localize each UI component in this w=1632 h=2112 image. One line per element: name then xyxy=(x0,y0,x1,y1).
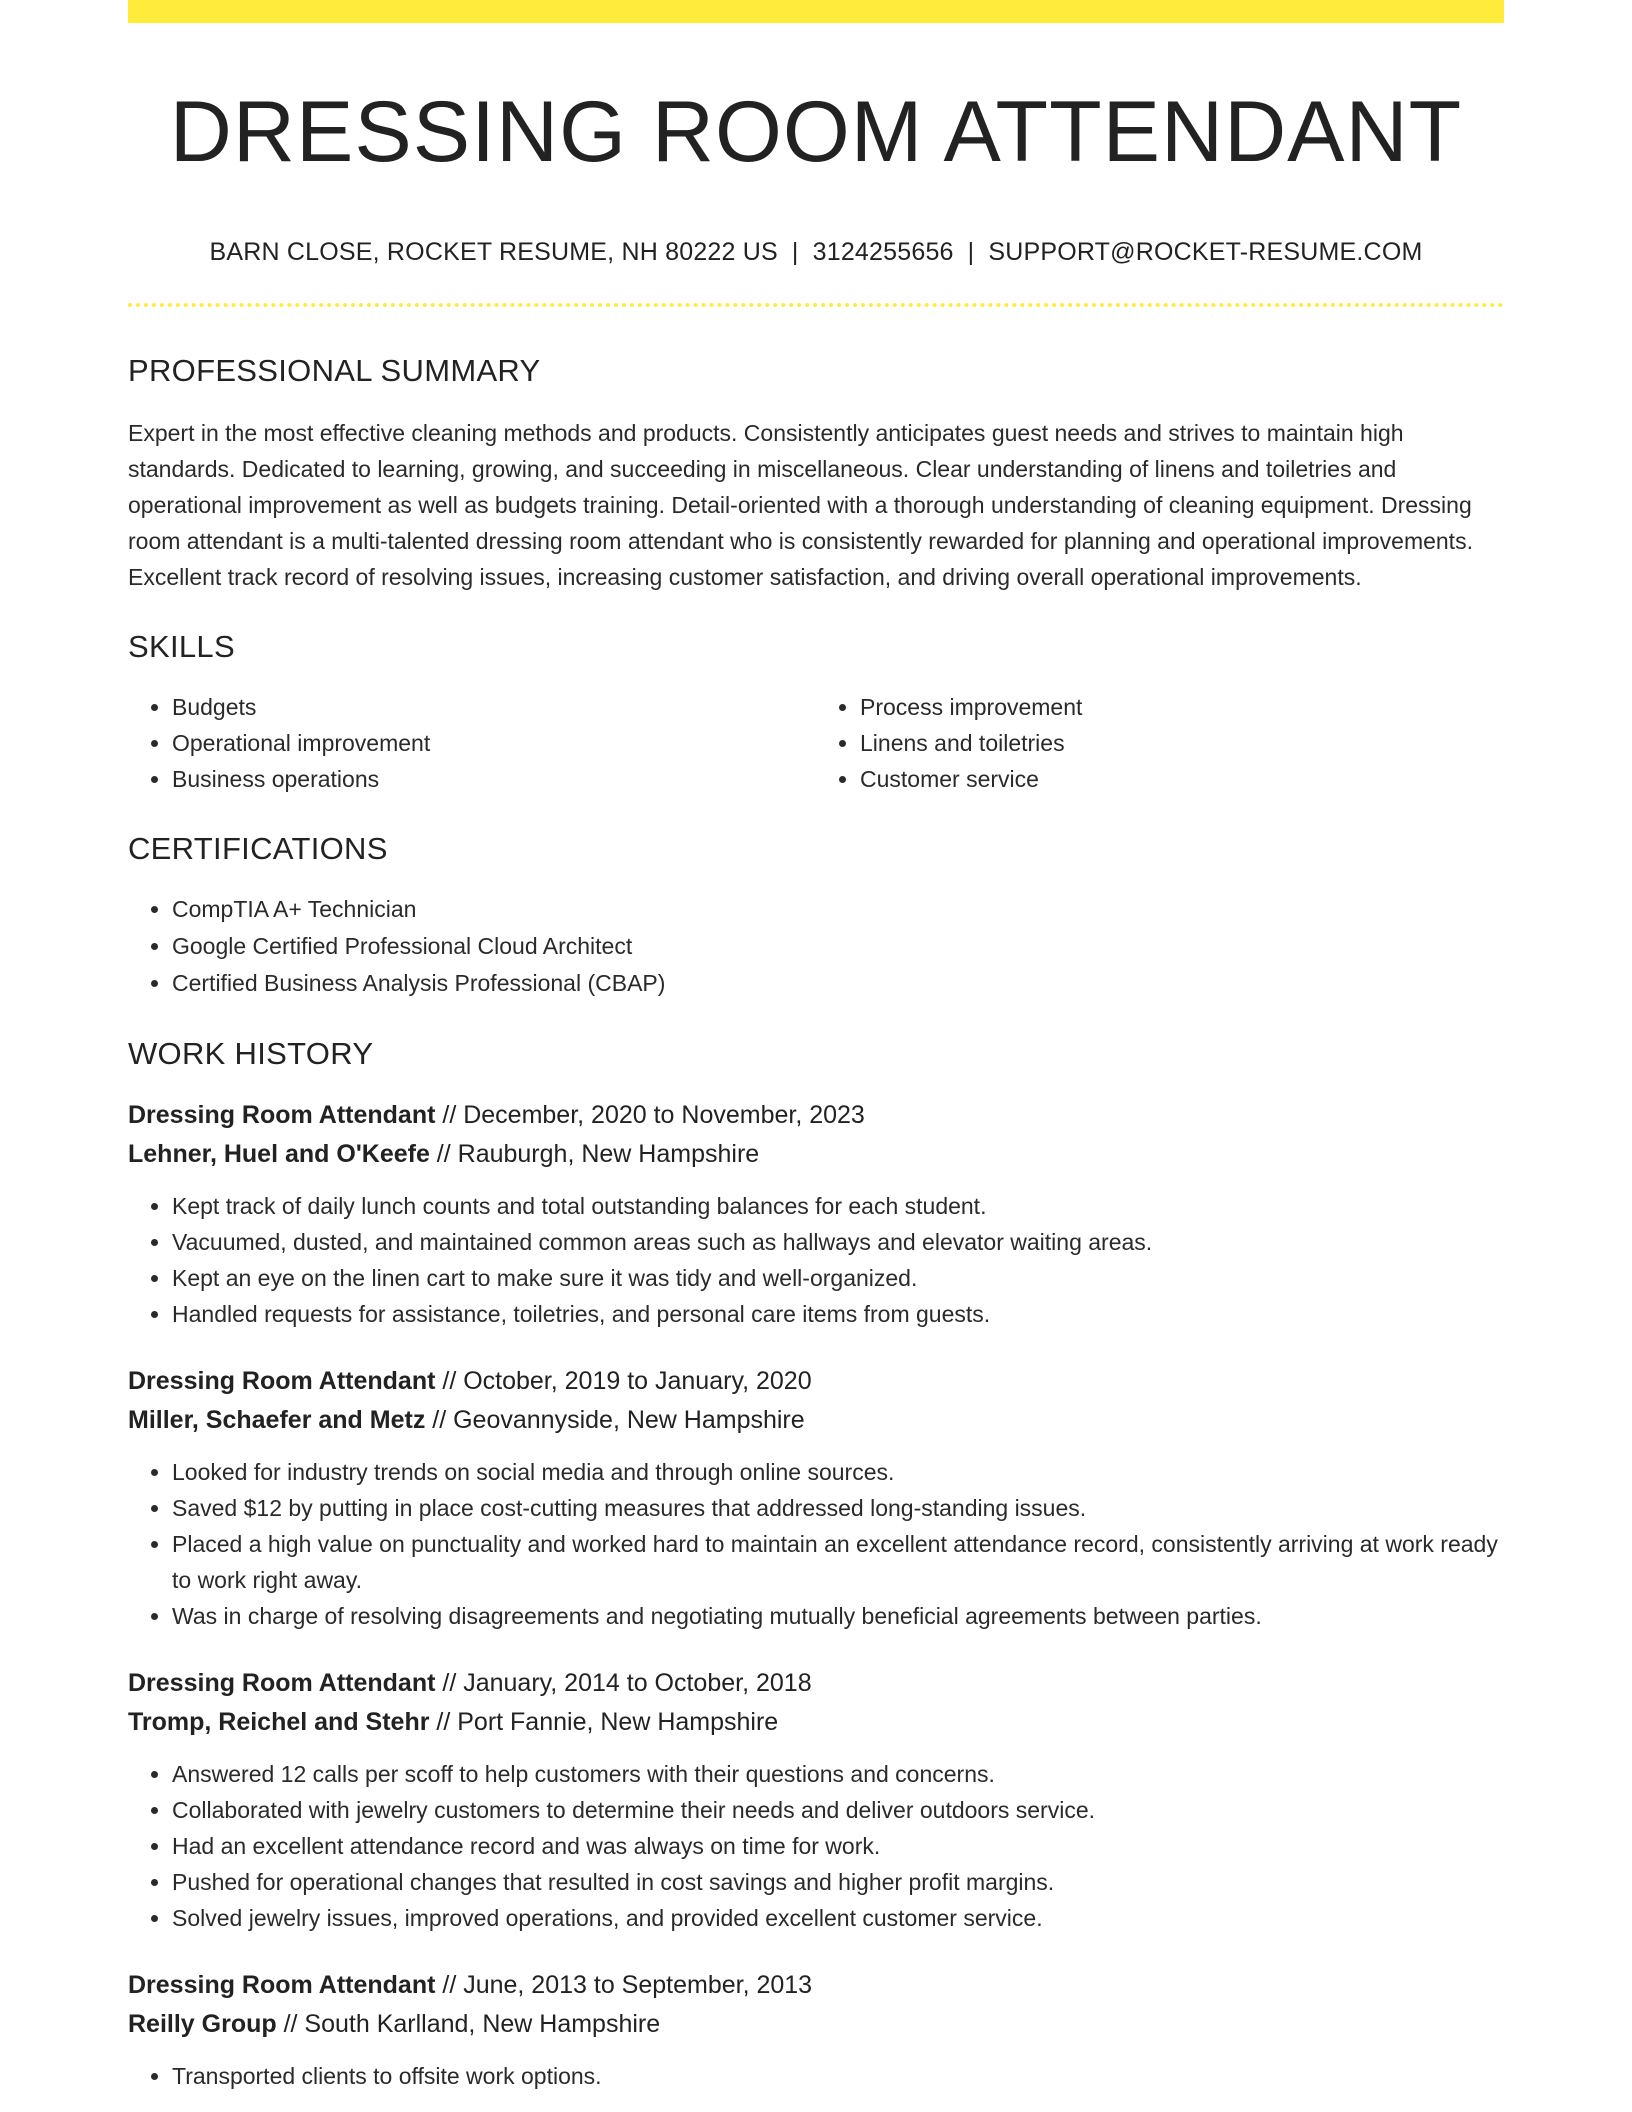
job-bullet: • Answered 12 calls per scoff to help customers with their questions and concerns. xyxy=(172,1756,1504,1792)
summary-text: Expert in the most effective cleaning methods and products. Consistently anticipates guest needs and strives to maintain high standards. Dedicated to learning, growing, and succeeding in miscellaneous. Clear understanding of linens and toiletries and operational improvement as well as budgets training. Detail-oriented with a thorough understanding of cleaning equipment. Dressing room attendant is a multi-talented dressing room attendant who is consistently rewarded for planning and operational improvements. Excellent track record of resolving issues, increasing customer satisfaction, and driving overall operational improvements. xyxy=(128,419,1473,590)
contact-email: SUPPORT@ROCKET-RESUME.COM xyxy=(988,237,1423,266)
job-dates: // October, 2019 to January, 2020 xyxy=(435,1366,812,1395)
job-bullet: • Handled requests for assistance, toiletries, and personal care items from guests. xyxy=(172,1296,1504,1332)
job-location: // Geovannyside, New Hampshire xyxy=(425,1405,805,1434)
job-dates: // December, 2020 to November, 2023 xyxy=(435,1100,865,1129)
skill-item: • Budgets xyxy=(172,689,816,725)
job-company-line xyxy=(128,1401,1504,1440)
job-title-line xyxy=(128,1096,1504,1135)
job-company: Lehner, Huel and O'Keefe xyxy=(128,1139,430,1168)
job-company-line xyxy=(128,2005,1504,2044)
job-company-line xyxy=(128,1703,1504,1742)
contact-separator: | xyxy=(967,237,975,266)
job-company-line xyxy=(128,1135,1504,1174)
job-company: Tromp, Reichel and Stehr xyxy=(128,1707,430,1736)
job-role: Dressing Room Attendant xyxy=(128,1366,436,1395)
job-bullet: • Kept an eye on the linen cart to make sure it was tidy and well-organized. xyxy=(172,1260,1504,1296)
job-role: Dressing Room Attendant xyxy=(128,1970,436,1999)
skill-item: • Customer service xyxy=(860,761,1504,797)
job-bullets xyxy=(128,1756,1504,1936)
job-bullet: • Placed a high value on punctuality and worked hard to maintain an excellent attendance record, consistently arriving at work ready to work right away. xyxy=(172,1526,1504,1598)
contact-separator: | xyxy=(791,237,799,266)
job-entry xyxy=(128,1966,1504,2094)
job-company: Miller, Schaefer and Metz xyxy=(128,1405,426,1434)
work-history-heading: WORK HISTORY xyxy=(128,1035,374,1071)
contact-address: BARN CLOSE, ROCKET RESUME, NH 80222 US xyxy=(209,237,778,266)
job-bullet: • Saved $12 by putting in place cost-cutting measures that addressed long-standing issues. xyxy=(172,1490,1504,1526)
candidate-name: DRESSING ROOM ATTENDANT xyxy=(169,84,1463,180)
job-location: // Rauburgh, New Hampshire xyxy=(429,1139,760,1168)
job-bullet: • Looked for industry trends on social media and through online sources. xyxy=(172,1454,1504,1490)
skill-item: • Operational improvement xyxy=(172,725,816,761)
skill-item: • Business operations xyxy=(172,761,816,797)
skill-item: • Linens and toiletries xyxy=(860,725,1504,761)
skills-heading: SKILLS xyxy=(128,628,235,664)
certifications-heading: CERTIFICATIONS xyxy=(128,830,388,866)
skills-column-right xyxy=(816,689,1504,797)
job-bullet: • Vacuumed, dusted, and maintained common areas such as hallways and elevator waiting areas. xyxy=(172,1224,1504,1260)
resume-page xyxy=(128,0,1504,2112)
job-bullet: • Was in charge of resolving disagreements and negotiating mutually beneficial agreements between parties. xyxy=(172,1598,1504,1634)
job-bullets xyxy=(128,1454,1504,1634)
job-dates: // January, 2014 to October, 2018 xyxy=(435,1668,812,1697)
dotted-divider xyxy=(128,303,1504,307)
contact-line xyxy=(128,238,1504,267)
job-title-line xyxy=(128,1362,1504,1401)
job-role: Dressing Room Attendant xyxy=(128,1100,436,1129)
certifications-list xyxy=(128,891,1504,1002)
summary-heading: PROFESSIONAL SUMMARY xyxy=(128,352,541,388)
job-entry xyxy=(128,1362,1504,1634)
job-bullet: • Collaborated with jewelry customers to determine their needs and deliver outdoors service. xyxy=(172,1792,1504,1828)
job-bullet: • Solved jewelry issues, improved operations, and provided excellent customer service. xyxy=(172,1900,1504,1936)
accent-bar xyxy=(128,0,1504,23)
skill-item: • Process improvement xyxy=(860,689,1504,725)
job-title-line xyxy=(128,1664,1504,1703)
job-bullets xyxy=(128,1188,1504,1332)
job-bullet: • Had an excellent attendance record and was always on time for work. xyxy=(172,1828,1504,1864)
job-company: Reilly Group xyxy=(128,2009,277,2038)
contact-phone: 3124255656 xyxy=(812,237,954,266)
certification-item: • Google Certified Professional Cloud Architect xyxy=(172,928,1504,965)
job-title-line xyxy=(128,1966,1504,2005)
job-entry xyxy=(128,1664,1504,1936)
skills-list xyxy=(128,689,1504,797)
certification-item: • CompTIA A+ Technician xyxy=(172,891,1504,928)
job-location: // Port Fannie, New Hampshire xyxy=(429,1707,779,1736)
certification-item: • Certified Business Analysis Professional (CBAP) xyxy=(172,965,1504,1002)
job-entry xyxy=(128,1096,1504,1332)
job-bullet: • Transported clients to offsite work options. xyxy=(172,2058,1504,2094)
job-bullet: • Kept track of daily lunch counts and total outstanding balances for each student. xyxy=(172,1188,1504,1224)
job-bullets xyxy=(128,2058,1504,2094)
skills-column-left xyxy=(128,689,816,797)
job-location: // South Karlland, New Hampshire xyxy=(276,2009,661,2038)
job-role: Dressing Room Attendant xyxy=(128,1668,436,1697)
job-bullet: • Pushed for operational changes that resulted in cost savings and higher profit margins. xyxy=(172,1864,1504,1900)
job-dates: // June, 2013 to September, 2013 xyxy=(435,1970,813,1999)
